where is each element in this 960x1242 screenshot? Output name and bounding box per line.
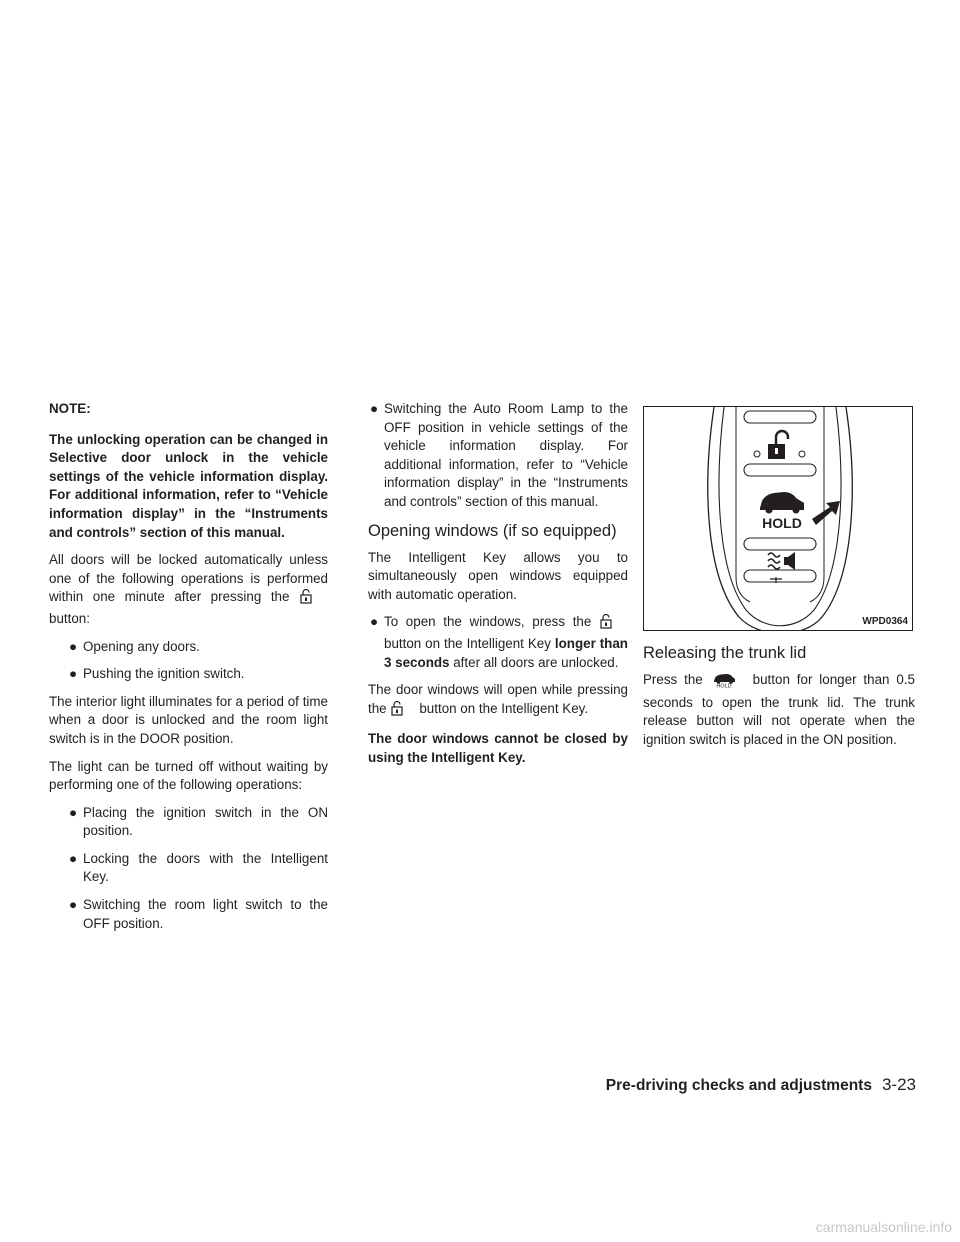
list-item: ● Switching the room light switch to the OFF position. [69,897,328,931]
footer-section-title: Pre-driving checks and adjustments [605,1077,872,1094]
unlock-button-icon [391,701,403,722]
opening-windows-list [368,613,628,672]
list-item: ● Switching the Auto Room Lamp to the OFF position in vehicle settings of the vehicle information display. For additional information, refer to “Vehicle information display” in the “Instruments and controls” section of this manual. [370,401,628,509]
note-title: NOTE: [49,401,91,416]
auto-lock-list [49,638,328,684]
figure-code: WPD0364 [862,616,908,627]
room-lamp-list [368,400,628,512]
intelligent-key-figure [643,406,913,631]
section-heading-opening-windows: Opening windows (if so equipped) [368,521,617,540]
cannot-close-warning: The door windows cannot be closed by using the Intelligent Key. [368,731,628,765]
column-left [49,400,328,942]
open-while-pressing: The door windows will open while pressing the button on the Intelligent Key. [368,681,628,721]
interior-light-paragraph: The interior light illuminates for a period of time when a door is unlocked and the room light switch is in the DOOR position. [49,693,328,746]
list-item: ● To open the windows, press the button on the Intelligent Key longer than 3 seconds after all doors are unlocked. [370,614,628,670]
column-right [643,406,915,758]
list-item: ● Pushing the ignition switch. [69,666,245,682]
svg-text:HOLD: HOLD [716,683,732,688]
section-heading-releasing-trunk: Releasing the trunk lid [643,644,807,662]
column-middle [368,400,628,777]
figure-hold-label: HOLD [762,515,802,531]
auto-lock-paragraph: All doors will be locked automatically unless one of the following operations is performed within one minute after pressing the button: [49,552,328,626]
trunk-hold-button-icon [711,672,737,694]
opening-windows-intro: The Intelligent Key allows you to simultaneously open windows equipped with automatic operation. [368,549,628,602]
note-body: The unlocking operation can be changed in Selective door unlock in the vehicle settings of the vehicle information display. For additional information, refer to “Vehicle information display” in the “Instruments and controls” section of this manual. [49,431,328,540]
turn-off-intro: The light can be turned off without waiting by performing one of the following operations: [49,758,328,793]
page-number: 3-23 [881,1075,916,1094]
unlock-button-icon [300,589,312,610]
list-item: ● Placing the ignition switch in the ON position. [69,804,328,839]
unlock-button-icon [600,614,612,635]
watermark: carmanualsonline.info [815,1219,952,1235]
page-footer [606,1075,916,1096]
list-item: ● Locking the doors with the Intelligent Key. [69,850,328,885]
list-item: ● Opening any doors. [69,638,200,654]
turn-off-list [49,804,328,934]
intelligent-key-illustration [644,407,913,631]
trunk-release-paragraph: Press the HOLD button for longer than 0.5 seconds to open the trunk lid. The trunk release button will not operate when the ignition switch is placed in the ON position. [643,672,915,747]
